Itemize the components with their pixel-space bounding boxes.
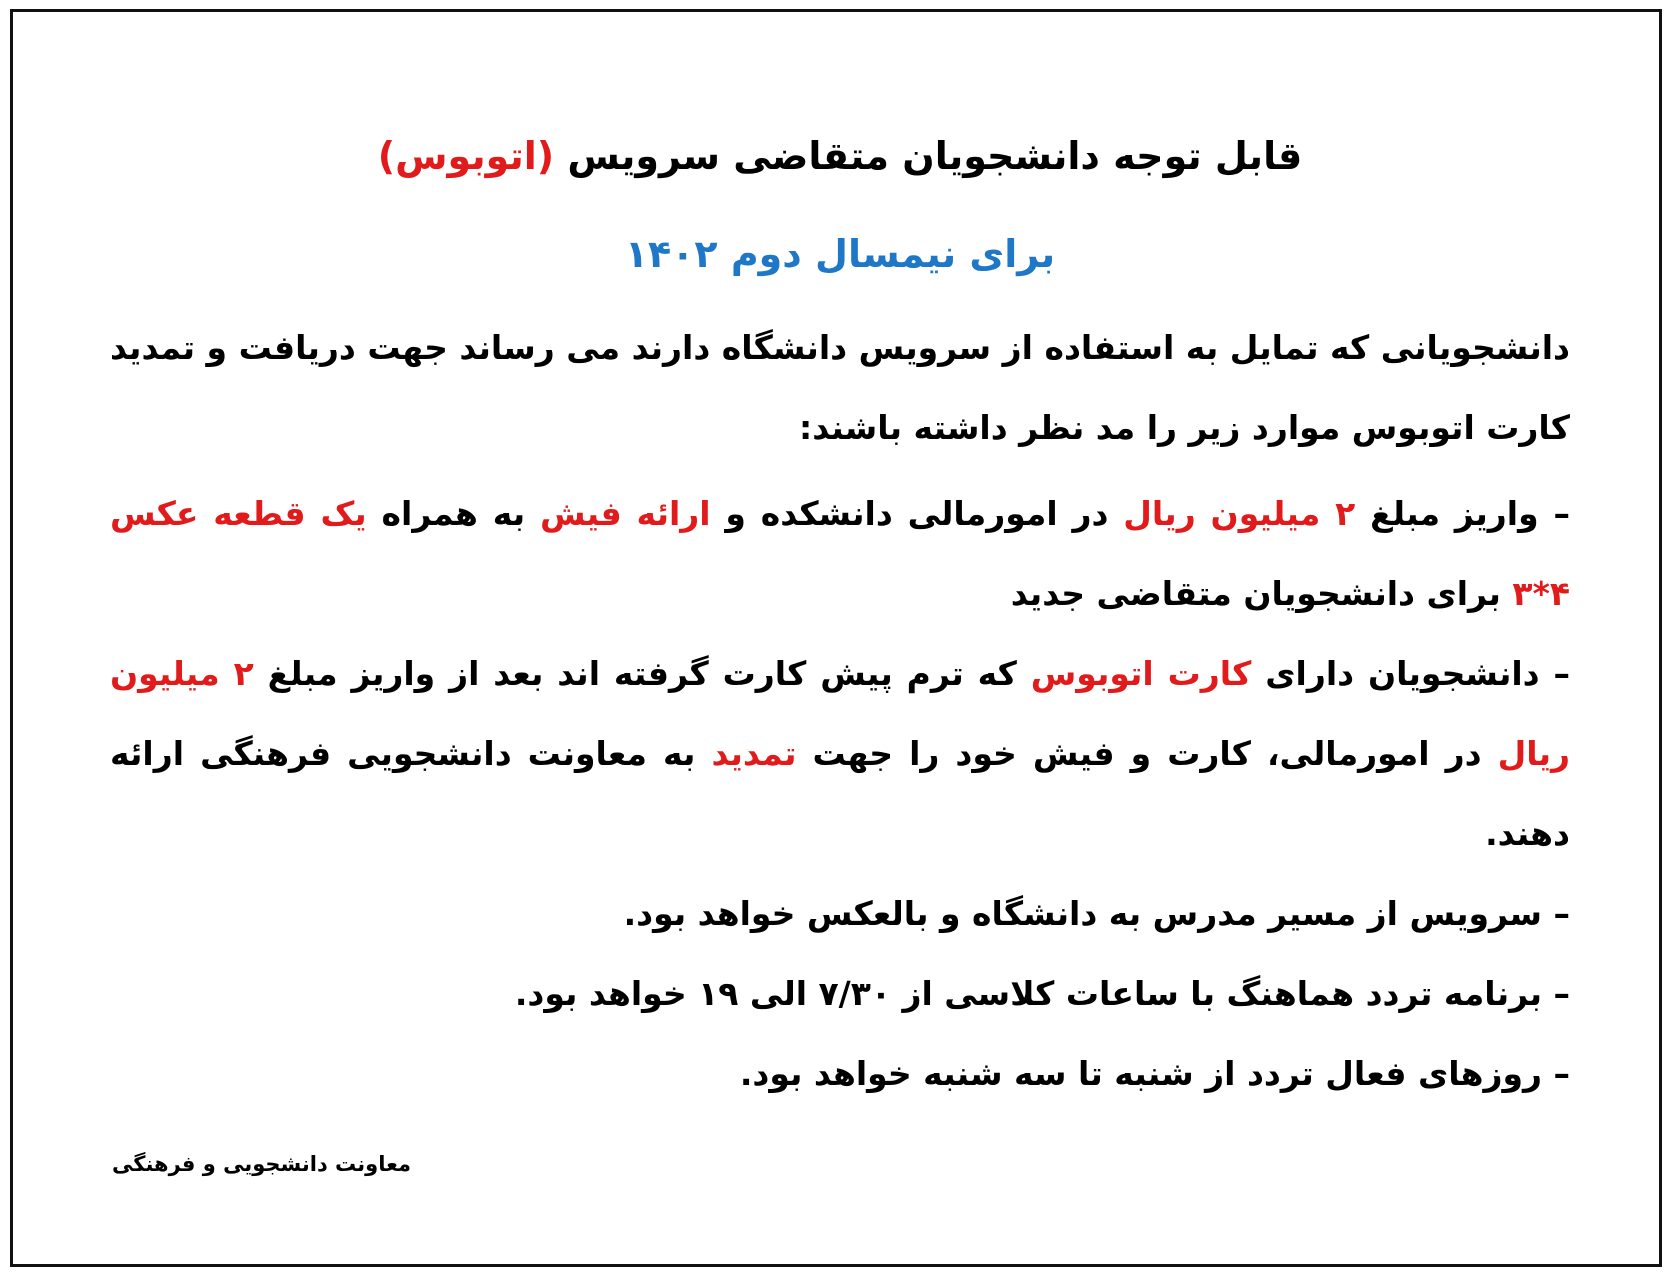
item-schedule: – برنامه تردد هماهنگ با ساعات کلاسی از ۷/۳۰ الی ۱۹ خواهد بود. xyxy=(514,974,1570,1013)
title-main: قابل توجه دانشجویان متقاضی سرویس xyxy=(554,134,1303,178)
item2-renew: تمدید xyxy=(711,734,797,773)
notice-title xyxy=(110,130,1570,182)
item2-text-2: که ترم پیش کارت گرفته اند بعد از واریز مبلغ xyxy=(253,654,1031,693)
notice-subtitle: برای نیمسال دوم ۱۴۰۲ xyxy=(624,232,1056,276)
signature: معاونت دانشجویی و فرهنگی xyxy=(112,1152,411,1176)
intro-paragraph: دانشجویانی که تمایل به استفاده از سرویس دانشگاه دارند می رساند جهت دریافت و تمدید کارت اتوبوس موارد زیر را مد نظر داشته باشند: xyxy=(110,328,1570,447)
item2-amount: ۲ میلیون ریال xyxy=(110,654,1570,773)
notice-content xyxy=(110,130,1570,1114)
item1-text-1: – واریز مبلغ xyxy=(1355,494,1570,533)
title-highlight: (اتوبوس) xyxy=(377,134,555,178)
item1-photo: یک قطعه عکس ۴*۳ xyxy=(110,494,1570,613)
item2-text-3: در امورمالی، کارت و فیش خود را جهت xyxy=(796,734,1498,773)
item1-text-3: به همراه xyxy=(366,494,540,533)
item-renewal xyxy=(110,634,1570,874)
item1-amount: ۲ میلیون ریال xyxy=(1123,494,1356,533)
item2-text-1: – دانشجویان دارای xyxy=(1251,654,1570,693)
item-route: – سرویس از مسیر مدرس به دانشگاه و بالعکس خواهد بود. xyxy=(623,894,1570,933)
item2-bus-card: کارت اتوبوس xyxy=(1030,654,1252,693)
item1-receipt: ارائه فیش xyxy=(539,494,711,533)
item-deposit-new xyxy=(110,474,1570,634)
item1-text-2: در امورمالی دانشکده و xyxy=(710,494,1124,533)
item2-text-4: به معاونت دانشجویی فرهنگی ارائه دهند. xyxy=(110,734,1570,853)
item-active-days: – روزهای فعال تردد از شنبه تا سه شنبه خواهد بود. xyxy=(739,1054,1570,1093)
item1-text-4: برای دانشجویان متقاضی جدید xyxy=(1010,574,1513,613)
